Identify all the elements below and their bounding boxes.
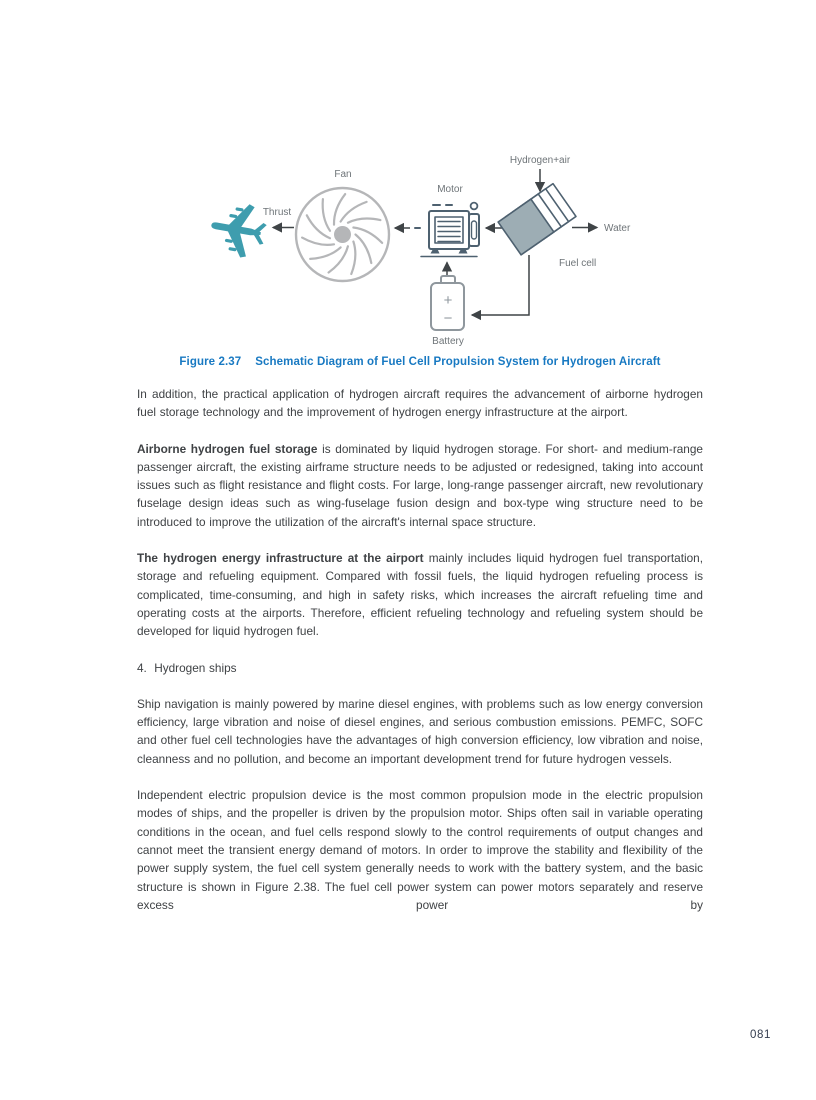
bold-run: Airborne hydrogen fuel storage	[137, 441, 318, 456]
bold-run: The hydrogen energy infrastructure at the airport	[137, 551, 424, 566]
battery-minus-symbol: −	[443, 310, 453, 327]
fan-icon	[296, 188, 389, 281]
water-label: Water	[604, 223, 631, 234]
figure-2-37-diagram	[140, 140, 700, 352]
fan-blade	[348, 218, 381, 222]
paragraph	[137, 786, 703, 914]
paragraph	[137, 440, 703, 531]
fan-label: Fan	[334, 169, 352, 180]
figure-caption-title: Schematic Diagram of Fuel Cell Propulsion System for Hydrogen Aircraft	[255, 356, 661, 368]
thrust-label: Thrust	[262, 207, 292, 218]
paragraph	[137, 549, 703, 640]
text-run: mainly includes liquid hydrogen fuel transportation, storage and refueling equipment. Compared with fossil fuels, the liquid hydrogen refueling process is complicated, time-consuming, and high in safety risks, which increases the aircraft refueling time and operating costs at the airports. Therefore, efficient refueling technology and refueling system should be developed for liquid hydrogen fuel.	[137, 551, 703, 639]
airplane-icon	[207, 198, 270, 261]
fuel-cell-label: Fuel cell	[559, 258, 597, 269]
fuel-cell-icon	[498, 184, 576, 255]
heading	[137, 659, 703, 677]
motor-icon	[421, 203, 479, 257]
text-run: Ship navigation is mainly powered by marine diesel engines, with problems such as low energy conversion efficiency, large vibration and noise of diesel engines, and serious combustion emissions. PEMFC, SOFC and other fuel cell technologies have the advantages of high conversion efficiency, low vibration and noise, cleanness and no pollution, and become an important development trend for future hydrogen vessels.	[137, 696, 703, 766]
figure-caption-number: Figure 2.37	[179, 356, 242, 368]
paragraph	[137, 695, 703, 768]
fan-blade	[323, 199, 330, 231]
page-number: 081	[750, 1029, 771, 1041]
fan-blade	[356, 235, 372, 264]
hydrogen-air-label: Hydrogen+air	[509, 155, 571, 166]
battery-label: Battery	[432, 336, 464, 347]
motor-label: Motor	[437, 184, 463, 195]
battery-icon	[431, 276, 464, 330]
fan-blade	[334, 194, 345, 225]
fan-blade	[310, 247, 340, 259]
figure-caption	[137, 356, 703, 368]
fuelcell-to-battery-arrow	[472, 255, 529, 315]
battery-plus-symbol: +	[443, 292, 453, 309]
text-run: In addition, the practical application of hydrogen aircraft requires the advancement of airborne hydrogen fuel storage technology and the improvement of hydrogen energy infrastructure at the airport.	[137, 387, 703, 420]
text-run: Independent electric propulsion device is the most common propulsion mode in the electric propulsion modes of ships, and the propeller is driven by the propulsion motor. Ships often sail in variable operating conditions in the ocean, and fuel cells respond slowly to the control requirements of output changes and cannot meet the transient energy demand of motors. In order to improve the stability and flexibility of the power supply system, the fuel cell system generally needs to work with the battery system, and the basic structure is shown in Figure 2.38. The fuel cell power system can power motors separately and reserve excess power by	[137, 788, 703, 912]
article-body	[137, 385, 703, 932]
text-run: is dominated by liquid hydrogen storage. For short- and medium-range passenger aircraft, the existing airframe structure needs to be adjusted or redesigned, taking into account issues such as flight resistance and flight costs. For large, long-range passenger aircraft, new revolutionary fuselage design ideas such as wing-fuselage fusion design and box-type wing structure need to be introduced to improve the utilization of the aircraft's internal space structure.	[137, 441, 703, 529]
fan-blade	[351, 242, 355, 275]
paragraph	[137, 385, 703, 422]
text-run: 4. Hydrogen ships	[137, 660, 237, 675]
